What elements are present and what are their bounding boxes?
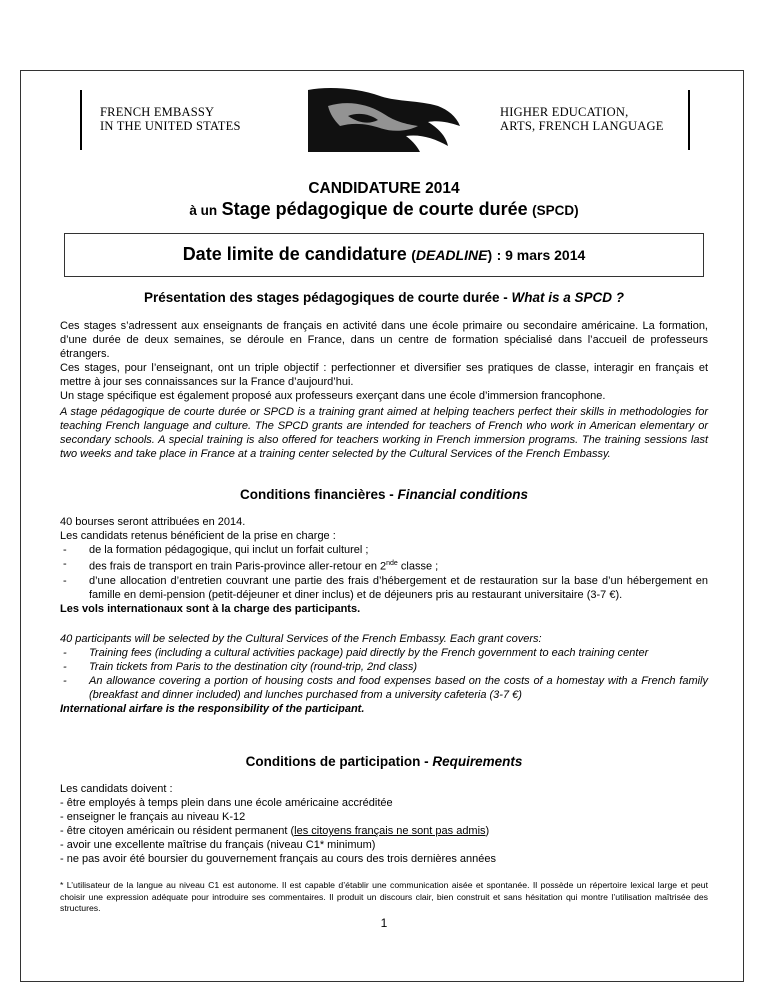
financial-fr: 40 bourses seront attribuées en 2014. Les candidats retenus bénéficient de la prise en charge : - de la formation pédagogique, qui inclut un forfait culturel ; - des frais de transport en train Paris-province aller-retour en 2nde classe ; - d’une allocation d’entretien couvrant une partie des frais d’hébergement et de restauration sur la base d’un hébergement en famille en demi-pension (petit-déjeuner et diner inclus) et de déjeuners pris au restaurant universitaire (3-7 €). Les vols internationaux sont à la charge des participants. [60,516,708,615]
marianne-logo-icon [288,86,480,154]
list-item: - Train tickets from Paris to the destination city (round-trip, 2nd class) [63,661,418,673]
list-item: - des frais de transport en train Paris-province aller-retour en 2nde classe ; [63,558,439,573]
section-heading-presentation: Présentation des stages pédagogiques de courte durée - What is a SPCD ? [143,290,625,305]
section-heading-financial: Conditions financières - Financial conditions [239,487,529,502]
divider [80,90,82,150]
list-item: - An allowance covering a portion of housing costs and food expenses based on the costs of a homestay with a French family (breakfast and dinner included) and lunches purchased from a university cafeteria (3-7 €) [63,675,708,701]
section-heading-requirements: Conditions de participation - Requirements [245,754,523,769]
list-item: - ne pas avoir été boursier du gouvernement français au cours des trois dernières années [60,853,496,865]
list-item: - être employés à temps plein dans une école américaine accréditée [60,797,393,809]
list-item: - enseigner le français au niveau K-12 [60,811,246,823]
list-item: - avoir une excellente maîtrise du français (niveau C1* minimum) [60,839,376,851]
requirements-list: Les candidats doivent : - être employés à temps plein dans une école américaine accréditée - enseigner le français au niveau K-12 - être citoyen américain ou résident permanent (les citoyens français ne sont pas admis) - avoir une excellente maîtrise du français (niveau C1* minimum) - ne pas avoir été boursier du gouvernement français au cours des trois dernières années [60,782,708,866]
page-number: 1 [380,916,388,930]
list-item: - d’une allocation d’entretien couvrant une partie des frais d’hébergement et de restauration sur la base d’un hébergement en famille en demi-pension (petit-déjeuner et diner inclus) et de déjeuners pris au restaurant universitaire (3-7 €). [63,574,708,601]
document-subtitle: à un Stage pédagogique de courte durée (SPCD) [189,199,579,219]
list-item: - de la formation pédagogique, qui inclut un forfait culturel ; [63,544,369,556]
deadline-box: Date limite de candidature (DEADLINE) : 9 mars 2014 [64,233,704,277]
embassy-name-line1: FRENCH EMBASSY [100,105,215,119]
list-item: - Training fees (including a cultural activities package) paid directly by the French government to each training center [63,647,649,659]
department-name-line2: ARTS, FRENCH LANGUAGE [500,119,664,133]
presentation-en: A stage pédagogique de courte durée or SPCD is a training grant aimed at helping teachers perfect their skills in methodologies for teaching French language and culture. The SPCD grants are intended for teachers of French who work in American elementary or secondary schools. A special training is also offered for teachers working in French immersion programs. The training sessions last two weeks and take place in France at a training center selected by the Cultural Services of the French Embassy. [60,406,708,460]
embassy-header [80,90,270,150]
financial-en: 40 participants will be selected by the Cultural Services of the French Embassy. Each grant covers: - Training fees (including a cultural activities package) paid directly by the French government to each training center - Train tickets from Paris to the destination city (round-trip, 2nd class) - An allowance covering a portion of housing costs and food expenses based on the costs of a homestay with a French family (breakfast and dinner included) and lunches purchased from a university cafeteria (3-7 €) International airfare is the responsibility of the participant. [60,633,708,715]
divider [688,90,690,150]
document-title: CANDIDATURE 2014 [308,180,460,197]
department-name-line1: HIGHER EDUCATION, [500,105,629,119]
department-header [500,90,690,150]
embassy-name-line2: IN THE UNITED STATES [100,119,241,133]
footnote: * L’utilisateur de la langue au niveau C1 est autonome. Il est capable d’établir une communication aisée et spontanée. Il possède un répertoire lexical large et peut choisir une expression adéquate pour introduire ses commentaires. Il produit un discours clair, bien construit et sans hésitation qui montre l’utilisation maîtrisée des structures. [60,880,708,913]
list-item: - être citoyen américain ou résident permanent (les citoyens français ne sont pas admis) [60,825,490,837]
presentation-fr: Ces stages s’adressent aux enseignants de français en activité dans une école primaire ou secondaire américaine. La formation, d’une durée de deux semaines, se déroule en France, dans un centre de formation spécialisé dans l’accueil de professeurs étrangers. Ces stages, pour l’enseignant, ont un triple objectif : perfectionner et diversifier ses pratiques de classe, interagir en français et mettre à jour ses connaissances sur la France d’aujourd’hui. Un stage spécifique est également proposé aux professeurs exerçant dans une école d’immersion francophone. [60,320,708,402]
